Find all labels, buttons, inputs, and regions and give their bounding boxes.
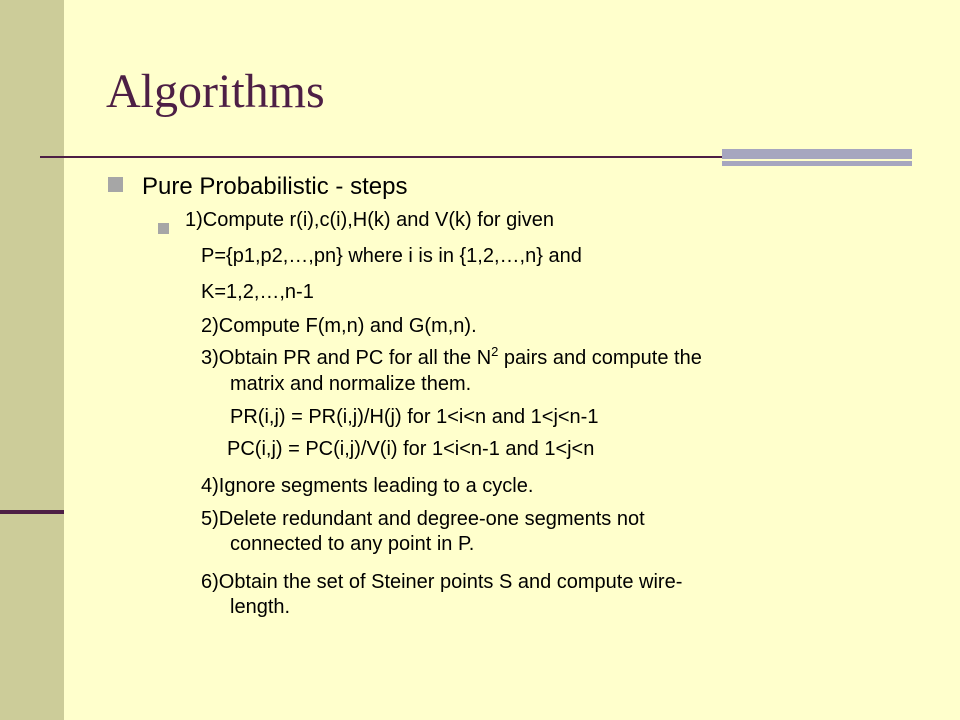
step3-line1 <box>201 346 702 370</box>
square-bullet-icon <box>158 223 169 234</box>
step1-line2: P={p1,p2,…,pn} where i is in {1,2,…,n} and <box>201 245 582 267</box>
step5-line1: 5)Delete redundant and degree-one segments not <box>201 508 645 530</box>
side-bar <box>0 0 64 720</box>
bullet-heading: Pure Probabilistic - steps <box>142 173 408 200</box>
step1-line1: 1)Compute r(i),c(i),H(k) and V(k) for given <box>185 209 554 231</box>
step3-superscript: 2 <box>491 344 499 359</box>
step3-line2: matrix and normalize them. <box>230 373 472 395</box>
side-bar-accent <box>0 510 64 514</box>
step4-line: 4)Ignore segments leading to a cycle. <box>201 475 534 497</box>
step6-line2: length. <box>230 596 291 618</box>
title-divider-accent <box>722 149 912 166</box>
formula-pc: PC(i,j) = PC(i,j)/V(i) for 1<i<n-1 and 1<j<n <box>227 438 595 460</box>
slide-title: Algorithms <box>106 65 325 118</box>
step6-line1: 6)Obtain the set of Steiner points S and compute wire- <box>201 571 683 593</box>
step1-line3: K=1,2,…,n-1 <box>201 281 314 303</box>
step3-text-end: pairs and compute the <box>498 347 702 369</box>
formula-pr: PR(i,j) = PR(i,j)/H(j) for 1<i<n and 1<j<n-1 <box>230 406 599 428</box>
step5-line2: connected to any point in P. <box>230 533 475 555</box>
step2-line: 2)Compute F(m,n) and G(m,n). <box>201 315 477 337</box>
step3-text-start: 3)Obtain PR and PC for all the N <box>201 347 492 369</box>
title-divider-accent-gap <box>722 159 912 161</box>
square-bullet-icon <box>108 177 123 192</box>
